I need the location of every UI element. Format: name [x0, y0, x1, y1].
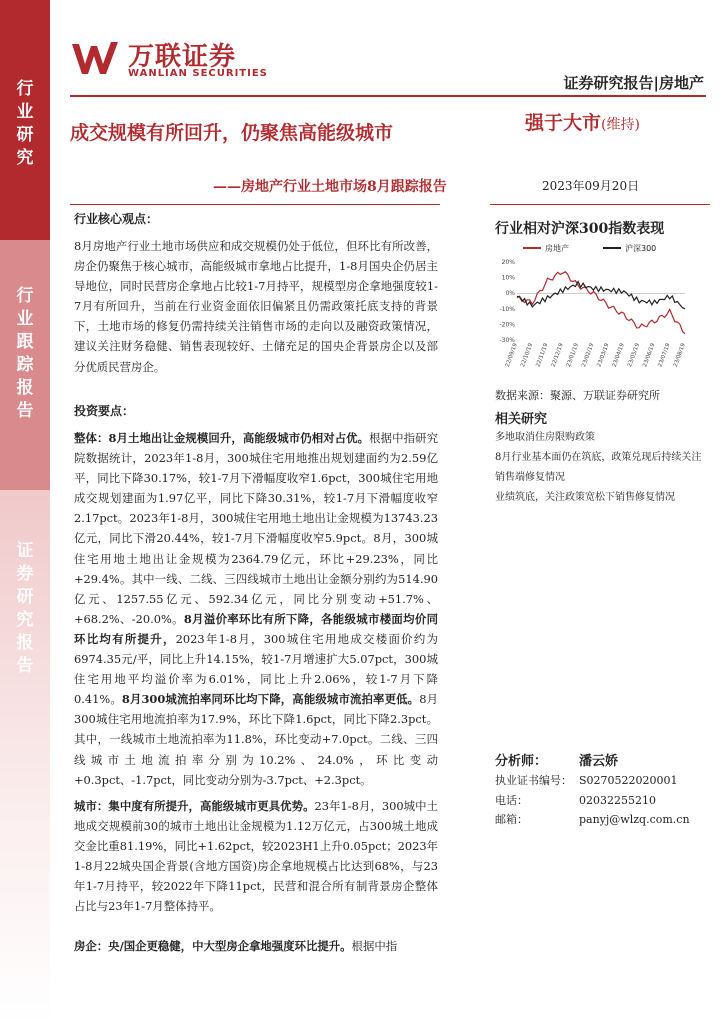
email-row — [495, 811, 690, 827]
x-tick-label: 23/02/19 — [581, 342, 596, 368]
x-tick-label: 23/07/19 — [657, 342, 672, 368]
x-tick-label: 23/08/19 — [672, 342, 687, 368]
x-tick-label: 22/09/19 — [504, 342, 519, 368]
x-tick-label: 22/10/19 — [520, 342, 535, 368]
report-subtitle: ——房地产行业土地市场8月跟踪报告 — [213, 179, 447, 195]
core-text — [74, 236, 438, 377]
phone-value: 02032255210 — [579, 794, 656, 807]
invest-heading: 投资要点： — [74, 404, 135, 418]
industry-rating — [525, 108, 640, 135]
y-tick-label: -30% — [499, 337, 515, 344]
report-category: 证券研究报告|房地产 — [563, 74, 704, 92]
y-tick-label: 20% — [501, 259, 515, 266]
overall-lead-3: 8月300城流拍率同环比均下降，高能级城市流拍率更低。 — [121, 692, 420, 707]
legend-label: 沪深300 — [625, 244, 657, 253]
header-divider — [70, 95, 706, 97]
chart-source: 数据来源：聚源、万联证券研究所 — [495, 389, 660, 402]
rating-sub: (维持) — [601, 117, 640, 133]
invest-text-developer — [74, 936, 438, 956]
related-item[interactable]: 多地取消住房限购政策 — [495, 432, 595, 443]
section-divider-left — [70, 204, 440, 205]
series-line-1 — [517, 282, 685, 309]
report-title: 成交规模有所回升，仍聚焦高能级城市 — [70, 122, 394, 144]
x-tick-label: 23/05/19 — [626, 342, 642, 368]
sidebar-label-research: 行 业 研 究 — [16, 79, 34, 168]
overall-text-1: 根据中指研究院数据统计，2023年1-8月，300城住宅用地推出规划建面约为2.59亿平，同比下降30.17%，较1-7月下滑幅度收窄1.6pct，300城住宅用地成交规划建面为1.97亿平，同比下降30.31%，较1-7月下滑幅度收窄2.17pct。2023年1-8月，300城住宅用地土地出让金规模为13743.23亿元，同比下滑20.44%，较1-7月下滑幅度收窄5.9pct。8月，300城住宅用地土地出让金规模为2364.79亿元，环比+29.23%，同比+29.4%。其中一线、二线、三四线城市土地出让金额分别约为514.90亿元、1257.55亿元、592.34亿元，同比分别变动+51.7%、+68.2%、-20.0%。 — [74, 431, 438, 626]
email-value[interactable]: panyj@wlzq.com.cn — [579, 813, 690, 826]
cert-value: S0270522020001 — [579, 774, 678, 787]
legend-label: 房地产 — [545, 244, 569, 253]
cert-row — [495, 772, 678, 788]
overall-text-2: 2023年1-8月，300城住宅用地成交楼面价约为6974.35元/平，同比上升14.15%，较1-7月增速扩大5.07pct，300城住宅用地平均溢价率为6.01%，同比上升2.06%，较1-7月下降0.41%。 — [74, 631, 438, 707]
y-tick-label: 10% — [501, 274, 515, 282]
invest-paragraph-city — [74, 796, 438, 917]
analyst-label: 分析师： — [495, 754, 548, 769]
phone-label: 电话： — [495, 794, 528, 807]
perf-title: 行业相对沪深300指数表现 — [495, 221, 665, 237]
sidebar — [0, 0, 50, 1024]
analyst-name: 潘云娇 — [579, 754, 619, 769]
sidebar-label-securities: 证 券 研 究 报 告 — [16, 541, 34, 676]
core-heading: 行业核心观点： — [74, 212, 159, 226]
cert-label: 执业证书编号： — [495, 774, 572, 787]
series-line-0 — [517, 272, 685, 334]
y-tick-label: -10% — [499, 305, 515, 313]
rating-main: 强于大市 — [525, 112, 602, 134]
developer-text: 根据中指 — [351, 939, 398, 953]
invest-paragraph-developer — [74, 936, 438, 956]
logo-mark-icon — [70, 38, 122, 78]
x-tick-label: 22/12/19 — [550, 342, 565, 368]
invest-paragraph-overall — [74, 428, 438, 790]
city-lead: 城市：集中度有所提升，高能级城市更具优势。 — [74, 799, 315, 813]
sidebar-label-tracking: 行 业 跟 踪 报 告 — [16, 286, 34, 421]
city-text: 23年1-8月，300城中土地成交规模前30的城市土地出让金规模为1.12万亿元，占300城土地成交金比重81.19%，同比+1.62pct，较2023H1上升0.05pct；2023年1-8月22城央国企背景(含地方国资)房企拿地规模占比达到68%，与23年1-7月持平，较2022年下降11pct，民营和混合所有制背景房企整体占比与23年1-7月整体持平。 — [74, 799, 438, 914]
logo-text-cn: 万联证券 — [128, 42, 237, 72]
section-divider-right — [490, 204, 710, 205]
overall-text-3: 8月300城住宅用地流拍率为17.9%，环比下降1.6pct，同比下降2.3pct。其中，一线城市土地流拍率为11.8%，环比变动+7.0pct。二线、三四线城市土地流拍率分别为10.2%、24.0%，环比变动+0.3pct、-1.7pct，同比变动分别为-3.7pct、+2.3pct。 — [74, 692, 439, 787]
related-item[interactable]: 业绩筑底，关注政策宽松下销售修复情况 — [495, 492, 675, 503]
x-tick-label: 23/01/19 — [565, 342, 580, 368]
email-label: 邮箱： — [495, 813, 528, 826]
x-tick-label: 23/03/19 — [596, 342, 611, 368]
phone-row — [495, 792, 656, 808]
x-tick-label: 23/04/19 — [611, 342, 626, 368]
developer-lead: 房企：央/国企更稳健，中大型房企拿地强度环比提升。 — [74, 939, 352, 953]
core-paragraph: 8月房地产行业土地市场供应和成交规模仍处于低位，但环比有所改善，房企仍聚焦于核心城市，高能级城市拿地占比提升，1-8月国央企仍居主导地位，同时民营房企拿地占比较1-7月持平，规模型房企拿地强度较1-7月有所回升，当前在行业资金面依旧偏紧且仍需政策托底支持的背景下，土地市场的修复仍需持续关注销售市场的走向以及融资政策情况，建议关注财务稳健、销售表现较好、土储充足的国央企背景房企以及部分优质民营房企。 — [74, 239, 438, 374]
report-date: 2023年09月20日 — [542, 179, 640, 193]
x-tick-label: 22/11/19 — [535, 342, 550, 368]
y-tick-label: -20% — [499, 321, 515, 329]
logo-text-en: WANLIAN SECURITIES — [128, 68, 268, 79]
overall-lead: 整体：8月土地出让金规模回升，高能级城市仍相对占优。 — [74, 431, 370, 445]
related-title: 相关研究 — [495, 412, 548, 427]
overall-lead-2: 8月溢价率环比有所下降，各能级城市楼面均价同环比均有所提升， — [74, 611, 438, 646]
invest-text-city — [74, 796, 438, 917]
x-tick-label: 23/06/19 — [642, 342, 657, 368]
related-item[interactable]: 8月行业基本面仍在筑底，政策兑现后持续关注销售端修复情况 — [495, 452, 702, 483]
invest-text — [74, 428, 438, 790]
y-tick-label: 0% — [505, 290, 515, 298]
analyst-row — [495, 750, 618, 769]
perf-chart — [495, 240, 705, 380]
